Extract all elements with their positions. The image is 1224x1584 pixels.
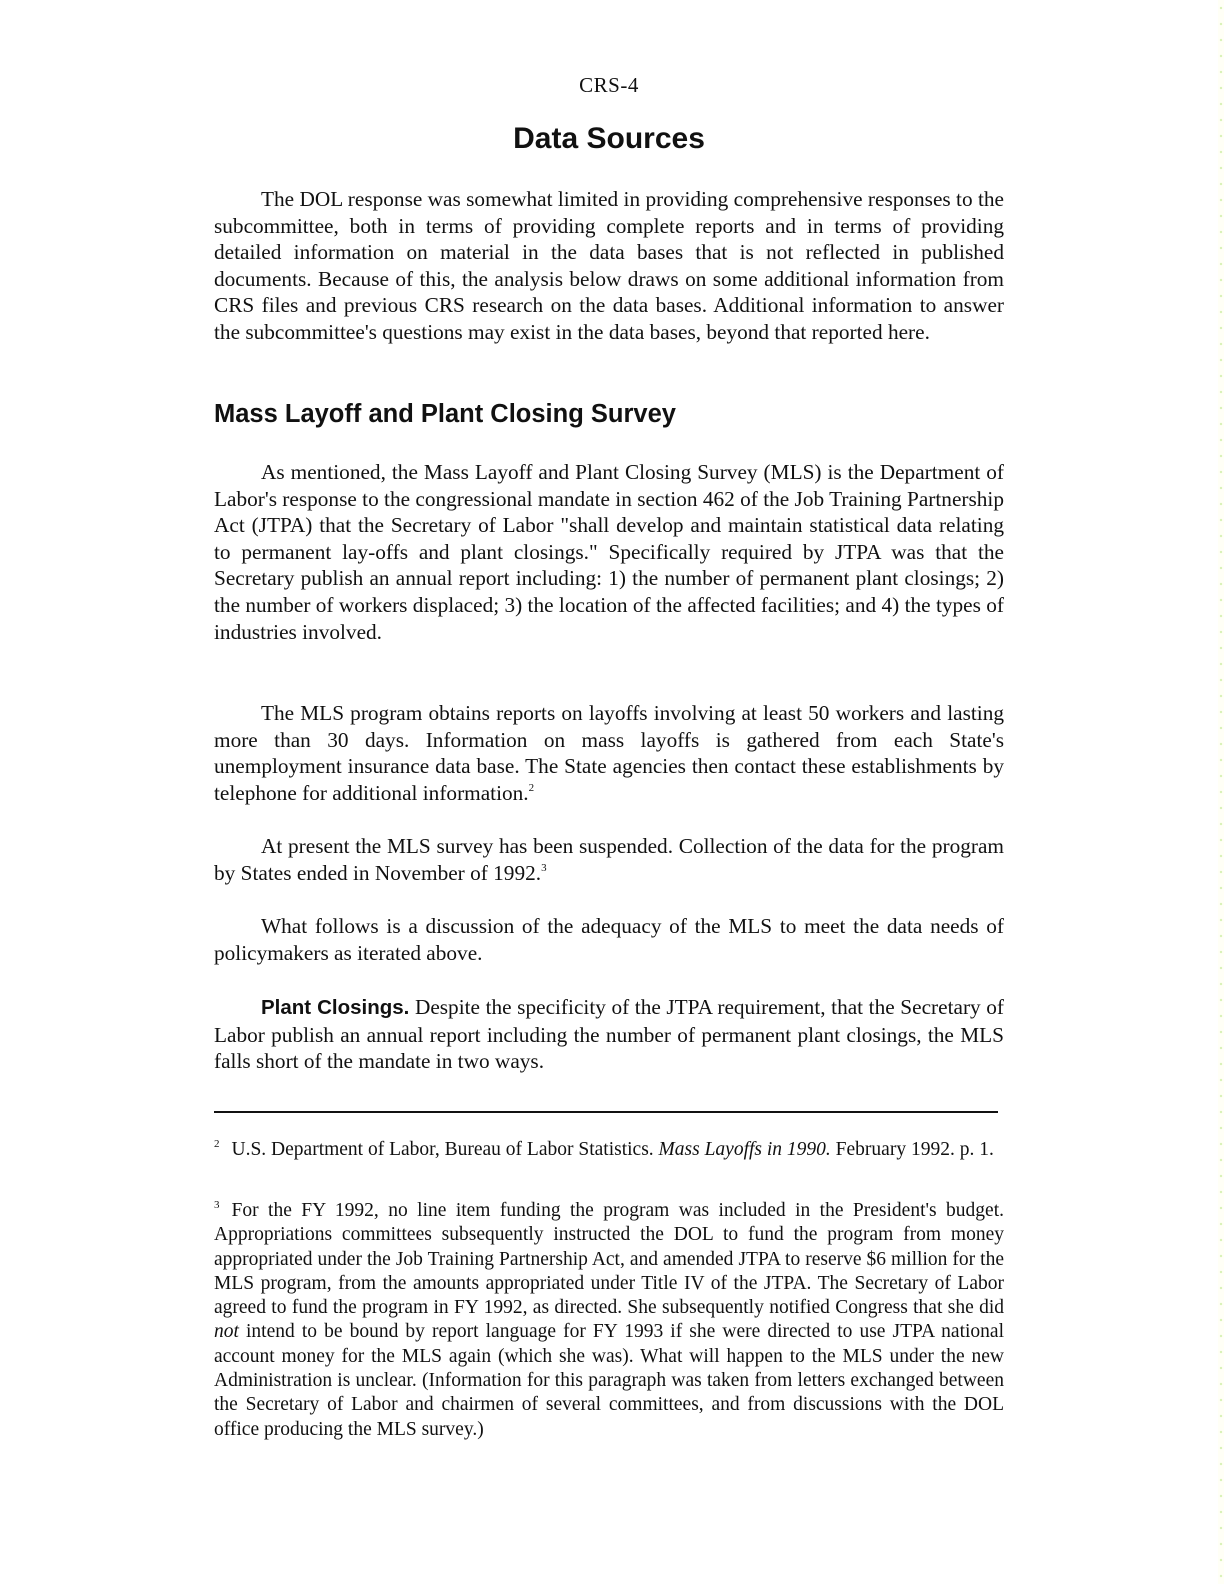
footnote-3-text-before: For the FY 1992, no line item funding the program was included in the President's budget. Appropriations committees subsequently instructed the DOL to fund the program from money appropriated under the Job Training Partnership Act, and amended JTPA to reserve $6 million for the MLS program, from the amounts appropriated under Title IV of the JTPA. The Secretary of Labor agreed to fund the program in FY 1992, as directed. She subsequently notified Congress that she did <box>214 1200 1004 1319</box>
footnote-2-text-after: February 1992. p. 1. <box>835 1139 994 1160</box>
footnote-ref-2[interactable]: 2 <box>528 781 535 794</box>
intro-text: The DOL response was somewhat limited in providing comprehensive responses to the subcommittee, both in terms of providing complete reports and in terms of providing detailed information on material in the data bases that is not reflected in published documents. Because of this, the analysis below draws on some additional information from CRS files and previous CRS research on the data bases. Additional information to answer the subcommittee's questions may exist in the data bases, beyond that reported here. <box>214 187 1004 344</box>
page-title: Data Sources <box>513 122 705 155</box>
footnote-3-italic-emphasis: not <box>214 1321 239 1343</box>
plant-closings-text: Despite the specificity of the JTPA requirement, that the Secretary of Labor publish an annual report including the number of permanent plant closings, the MLS falls short of the mandate in two ways. <box>214 995 1005 1074</box>
page-number: CRS-4 <box>579 73 639 97</box>
footnote-ref-3[interactable]: 3 <box>541 861 547 874</box>
mls-paragraph-4-text: What follows is a discussion of the adequacy of the MLS to meet the data needs of policymakers as iterated above. <box>214 914 1004 965</box>
footnote-2 <box>214 1138 1004 1162</box>
footnote-3 <box>214 1199 1004 1442</box>
mls-paragraph-2 <box>214 700 1004 806</box>
footnote-separator <box>214 1111 998 1113</box>
section-heading: Mass Layoff and Plant Closing Survey <box>214 400 676 428</box>
plant-closings-paragraph <box>214 994 1004 1075</box>
footnote-2-number: 2 <box>214 1138 220 1150</box>
footnote-2-text-before: U.S. Department of Labor, Bureau of Labor Statistics. <box>231 1139 654 1160</box>
intro-paragraph <box>214 186 1004 346</box>
footnote-3-number: 3 <box>214 1199 220 1211</box>
mls-paragraph-1 <box>214 459 1004 645</box>
page-edge-border <box>1218 0 1224 1584</box>
mls-paragraph-3 <box>214 833 1004 886</box>
mls-paragraph-2-text: The MLS program obtains reports on layoffs involving at least 50 workers and lasting more than 30 days. Information on mass layoffs is gathered from each State's unemployment insurance data base. The State agencies then contact these establishments by telephone for additional information. <box>214 701 1004 805</box>
footnote-2-title-italic: Mass Layoffs in 1990. <box>658 1139 831 1160</box>
mls-paragraph-1-text: As mentioned, the Mass Layoff and Plant Closing Survey (MLS) is the Department of Labor's response to the congressional mandate in section 462 of the Job Training Partnership Act (JTPA) that the Secretary of Labor "shall develop and maintain statistical data relating to permanent lay-offs and plant closings." Specifically required by JTPA was that the Secretary publish an annual report including: 1) the number of permanent plant closings; 2) the number of workers displaced; 3) the location of the affected facilities; and 4) the types of industries involved. <box>214 460 1004 644</box>
mls-paragraph-4 <box>214 913 1004 966</box>
mls-paragraph-3-text: At present the MLS survey has been suspended. Collection of the data for the program by States ended in November of 1992. <box>214 834 1004 885</box>
plant-closings-runin-heading: Plant Closings. <box>261 996 410 1019</box>
footnote-3-text-after: intend to be bound by report language for FY 1993 if she were directed to use JTPA national account money for the MLS again (which she was). What will happen to the MLS under the new Administration is unclear. (Information for this paragraph was taken from letters exchanged between the Secretary of Labor and chairmen of several committees, and from discussions with the DOL office producing the MLS survey.) <box>214 1321 1005 1440</box>
